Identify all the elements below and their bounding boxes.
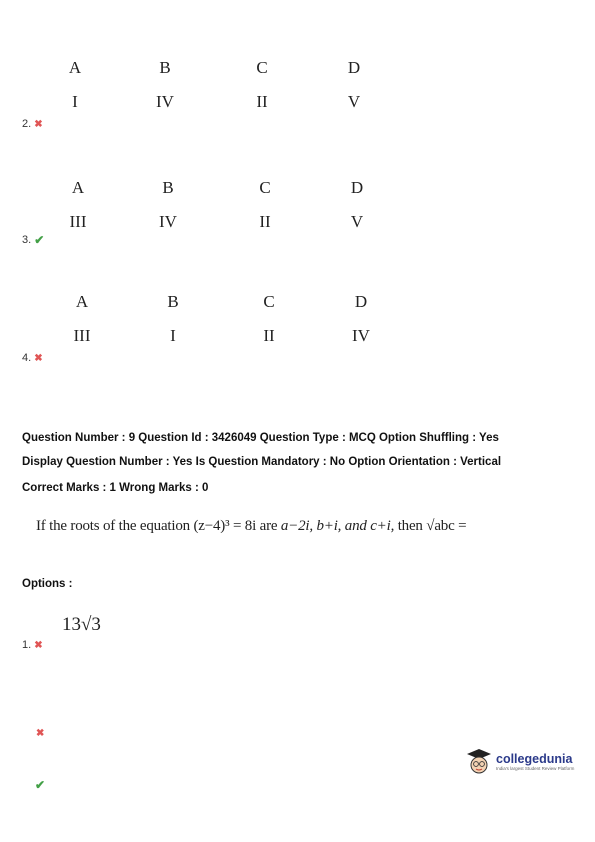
- table-header-d: D: [347, 58, 361, 77]
- option-2-marker: [36, 728, 44, 739]
- option-3-marker: [22, 233, 44, 247]
- brand-tagline: India's largest Student Review Platform: [496, 766, 575, 771]
- table-header-c: C: [259, 178, 271, 197]
- question-then: then: [397, 518, 423, 534]
- table-value-b: IV: [156, 92, 174, 111]
- question-expression: √abc =: [426, 518, 467, 534]
- table-value-a: III: [69, 212, 87, 231]
- option-number: 1.: [22, 639, 32, 651]
- question-text: [36, 518, 466, 535]
- table-header-a: A: [75, 292, 89, 311]
- table-header-d: D: [354, 292, 368, 311]
- table-value-c: II: [259, 212, 271, 231]
- table-value-d: V: [350, 212, 364, 231]
- option-1-value: 13√3: [62, 614, 101, 635]
- brand-name: collegedunia: [496, 752, 573, 766]
- check-icon: ✔: [35, 778, 46, 792]
- option-number: 4.: [22, 352, 32, 364]
- graduate-mascot-icon: [466, 748, 492, 776]
- table-header-a: A: [71, 178, 85, 197]
- options-label: Options :: [22, 578, 73, 590]
- option-1-marker: [22, 639, 43, 651]
- question-prefix: If the roots of the equation: [36, 518, 190, 534]
- table-value-b: I: [170, 326, 176, 345]
- table-value-c: II: [263, 326, 275, 345]
- question-meta-line-2: Display Question Number : Yes Is Question Mandatory : No Option Orientation : Vertical: [22, 456, 502, 468]
- option-2-marker: [22, 118, 43, 130]
- table-header-b: B: [162, 178, 174, 197]
- collegedunia-logo: [466, 748, 574, 776]
- question-meta-line-1: Question Number : 9 Question Id : 3426049 Question Type : MCQ Option Shuffling : Yes: [22, 432, 499, 444]
- table-value-b: IV: [159, 212, 177, 231]
- table-value-a: I: [72, 92, 78, 111]
- table-header-b: B: [159, 58, 171, 77]
- cross-icon: ✖: [34, 118, 43, 130]
- table-value-a: III: [73, 326, 91, 345]
- table-header-c: C: [256, 58, 268, 77]
- table-value-d: IV: [352, 326, 370, 345]
- table-header-b: B: [167, 292, 179, 311]
- table-value-c: II: [256, 92, 268, 111]
- table-value-d: V: [347, 92, 361, 111]
- table-header-d: D: [350, 178, 364, 197]
- check-icon: ✔: [34, 233, 45, 247]
- question-equation: (z−4)³ = 8i: [193, 518, 257, 534]
- question-roots: a−2i, b+i, and c+i,: [280, 518, 395, 534]
- option-number: 2.: [22, 118, 32, 130]
- question-mid: are: [259, 518, 278, 534]
- option-3-marker: [35, 778, 45, 792]
- cross-icon: ✖: [34, 639, 43, 651]
- question-meta-line-3: Correct Marks : 1 Wrong Marks : 0: [22, 482, 209, 494]
- table-header-a: A: [68, 58, 82, 77]
- option-number: 3.: [22, 234, 32, 246]
- table-header-c: C: [263, 292, 275, 311]
- cross-icon: ✖: [36, 728, 45, 739]
- option-4-marker: [22, 352, 43, 364]
- cross-icon: ✖: [34, 352, 43, 364]
